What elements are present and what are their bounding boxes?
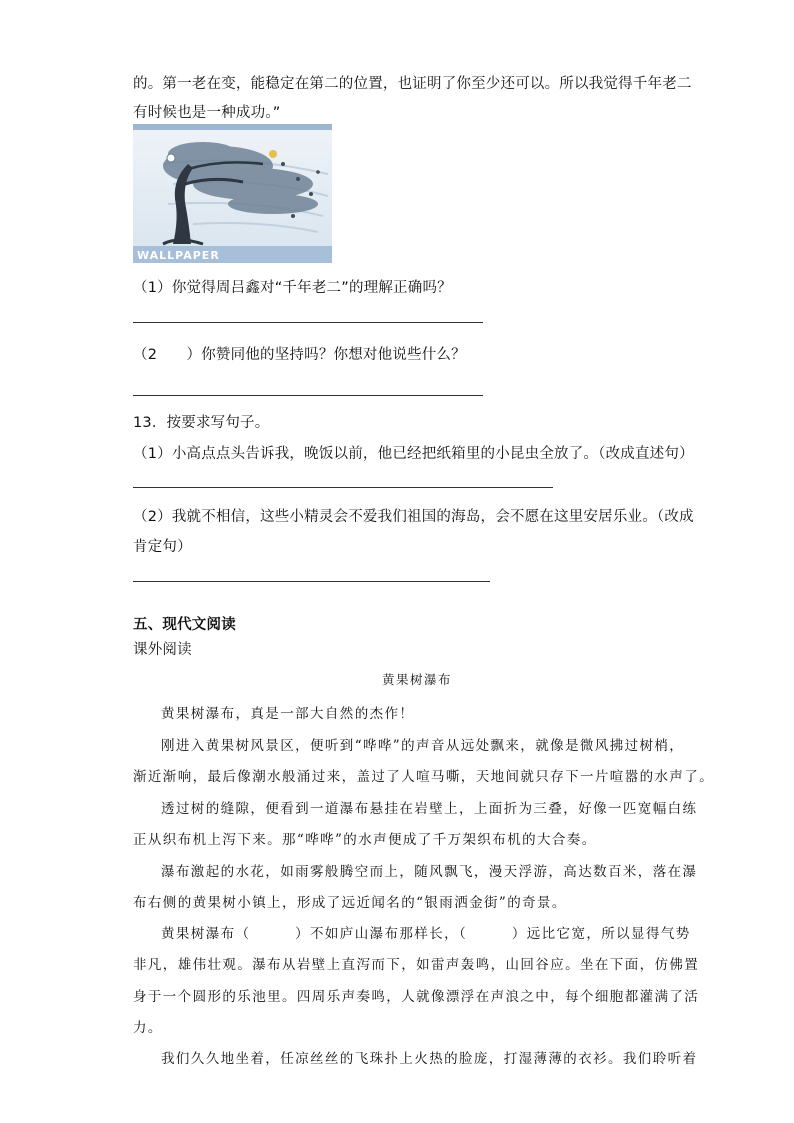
passage-line: 身于一个圆形的乐池里。四周乐声奏鸣，人就像漂浮在声浪之中，每个细胞都灌满了活 — [133, 989, 700, 1005]
answer-line[interactable] — [133, 581, 490, 582]
passage-line: 布右侧的黄果树小镇上，形成了远近闻名的“银雨洒金街”的奇景。 — [133, 895, 567, 911]
passage-line: 正从织布机上泻下来。那“哗哗”的水声便成了千万架织布机的大合奏。 — [133, 832, 597, 848]
answer-line[interactable] — [133, 487, 553, 488]
question-12-1: （1）你觉得周吕鑫对“千年老二”的理解正确吗？ — [133, 280, 452, 296]
passage-line: 黄果树瀑布（ ）不如庐山瀑布那样长，（ ）远比它宽，所以显得气势 — [161, 926, 691, 942]
answer-line[interactable] — [133, 322, 483, 323]
section-subheading: 课外阅读 — [133, 642, 192, 658]
question-13-1: （1）小高点点头告诉我，晚饭以前，他已经把纸箱里的小昆虫全放了。（改成直述句） — [133, 446, 694, 462]
paragraph-line: 有时候也是一种成功。” — [133, 105, 281, 121]
windswept-tree-image — [133, 124, 332, 263]
passage-line: 刚进入黄果树风景区，便听到“哗哗”的声音从远处飘来，就像是微风拂过树梢， — [161, 738, 685, 754]
paragraph-line: 的。第一老在变，能稳定在第二的位置，也证明了你至少还可以。所以我觉得千年老二 — [133, 76, 692, 92]
question-12-2: （2 ）你赞同他的坚持吗？你想对他说些什么？ — [133, 347, 466, 363]
passage-line: 非凡，雄伟壮观。瀑布从岩壁上直泻而下，如雷声轰鸣，山回谷应。坐在下面，仿佛置 — [133, 957, 700, 973]
wallpaper-watermark: WALLPAPER — [137, 249, 220, 262]
section-heading: 五、现代文阅读 — [133, 617, 236, 633]
question-13-title: 13．按要求写句子。 — [133, 415, 270, 431]
answer-line[interactable] — [133, 395, 483, 396]
passage-title: 黄果树瀑布 — [382, 672, 453, 687]
passage-line: 黄果树瀑布，真是一部大自然的杰作！ — [161, 706, 415, 722]
question-13-2: （2）我就不相信，这些小精灵会不爱我们祖国的海岛，会不愿在这里安居乐业。（改成 — [133, 509, 694, 525]
passage-line: 力。 — [133, 1020, 163, 1036]
passage-line: 透过树的缝隙，便看到一道瀑布悬挂在岩壁上，上面折为三叠，好像一匹宽幅白练 — [161, 801, 698, 817]
passage-line: 渐近渐响，最后像潮水般涌过来，盖过了人喧马嘶，天地间就只存下一片喧嚣的水声了。 — [133, 769, 715, 785]
passage-line: 瀑布激起的水花，如雨雾般腾空而上，随风飘飞，漫天浮游，高达数百米，落在瀑 — [161, 864, 698, 880]
passage-line: 我们久久地坐着，任凉丝丝的飞珠扑上火热的脸庞，打湿薄薄的衣衫。我们聆听着 — [161, 1051, 698, 1067]
question-13-2-cont: 肯定句） — [133, 539, 192, 555]
